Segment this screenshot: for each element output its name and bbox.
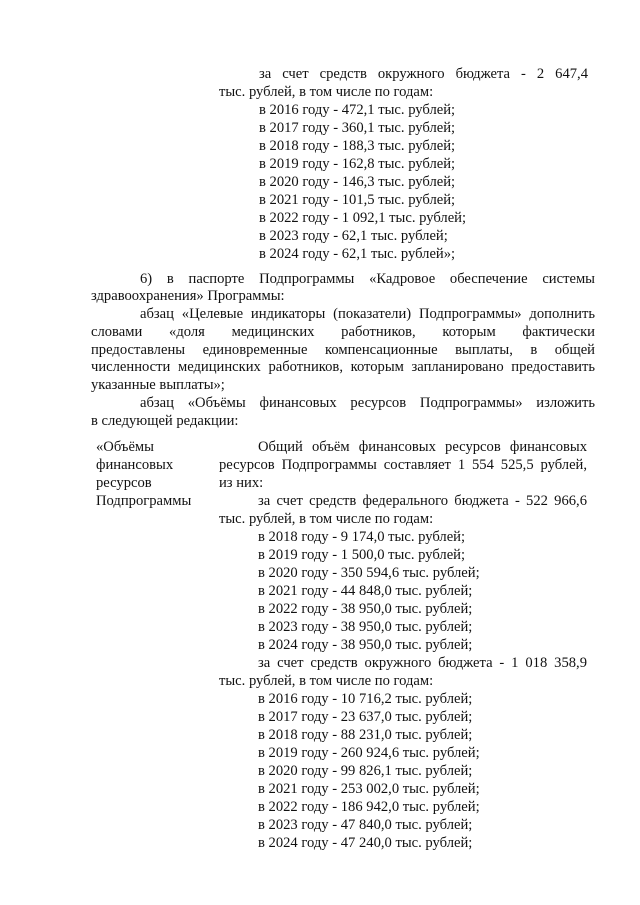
top-year-line: в 2019 году - 162,8 тыс. рублей; xyxy=(259,156,456,172)
top-intro-line: за счет средств окружного бюджета - 2 647,4 xyxy=(259,66,588,82)
table-label-line: «Объёмы xyxy=(96,439,154,455)
table-federal-year-line: в 2018 году - 9 174,0 тыс. рублей; xyxy=(258,529,466,545)
table-federal-line: за счет средств федерального бюджета - 522 966,6 xyxy=(258,493,587,509)
paragraph-line: абзац «Целевые индикаторы (показатели) Подпрограммы» дополнить xyxy=(140,306,595,322)
table-district-year-line: в 2017 году - 23 637,0 тыс. рублей; xyxy=(258,709,473,725)
table-total-line: ресурсов Подпрограммы составляет 1 554 525,5 рублей, xyxy=(219,457,587,473)
table-total-line: из них: xyxy=(219,475,264,491)
table-district-year-line: в 2023 году - 47 840,0 тыс. рублей; xyxy=(258,817,473,833)
top-year-line: в 2016 году - 472,1 тыс. рублей; xyxy=(259,102,456,118)
table-district-year-line: в 2022 году - 186 942,0 тыс. рублей; xyxy=(258,799,480,815)
table-federal-line: тыс. рублей, в том числе по годам: xyxy=(219,511,434,527)
table-federal-year-line: в 2021 году - 44 848,0 тыс. рублей; xyxy=(258,583,473,599)
top-year-line: в 2021 году - 101,5 тыс. рублей; xyxy=(259,192,456,208)
table-district-year-line: в 2024 году - 47 240,0 тыс. рублей; xyxy=(258,835,473,851)
table-district-year-line: в 2016 году - 10 716,2 тыс. рублей; xyxy=(258,691,473,707)
table-district-year-line: в 2018 году - 88 231,0 тыс. рублей; xyxy=(258,727,473,743)
table-label-line: Подпрограммы xyxy=(96,493,192,509)
table-label-line: финансовых xyxy=(96,457,174,473)
paragraph-line: в следующей редакции: xyxy=(91,413,239,429)
table-district-year-line: в 2019 году - 260 924,6 тыс. рублей; xyxy=(258,745,480,761)
table-federal-year-line: в 2022 году - 38 950,0 тыс. рублей; xyxy=(258,601,473,617)
paragraph-line: 6) в паспорте Подпрограммы «Кадровое обеспечение системы xyxy=(140,271,595,287)
top-year-line: в 2018 году - 188,3 тыс. рублей; xyxy=(259,138,456,154)
top-year-line: в 2024 году - 62,1 тыс. рублей»; xyxy=(259,246,456,262)
top-year-line: в 2020 году - 146,3 тыс. рублей; xyxy=(259,174,456,190)
paragraph-line: словами «доля медицинских работников, которым фактически xyxy=(91,324,595,340)
paragraph-line: указанные выплаты»; xyxy=(91,377,225,393)
table-federal-year-line: в 2024 году - 38 950,0 тыс. рублей; xyxy=(258,637,473,653)
paragraph-line: предоставлены единовременные компенсационные выплаты, в общей xyxy=(91,342,595,358)
table-label-line: ресурсов xyxy=(96,475,152,491)
table-federal-year-line: в 2020 году - 350 594,6 тыс. рублей; xyxy=(258,565,480,581)
paragraph-line: численности медицинских работников, которым запланировано предоставить xyxy=(91,359,595,375)
top-intro-continuation: тыс. рублей, в том числе по годам: xyxy=(219,84,434,100)
table-federal-year-line: в 2019 году - 1 500,0 тыс. рублей; xyxy=(258,547,466,563)
paragraph-line: абзац «Объёмы финансовых ресурсов Подпрограммы» изложить xyxy=(140,395,595,411)
paragraph-line: здравоохранения» Программы: xyxy=(91,288,285,304)
table-district-year-line: в 2021 году - 253 002,0 тыс. рублей; xyxy=(258,781,480,797)
table-district-line: тыс. рублей, в том числе по годам: xyxy=(219,673,434,689)
top-year-line: в 2017 году - 360,1 тыс. рублей; xyxy=(259,120,456,136)
table-district-year-line: в 2020 году - 99 826,1 тыс. рублей; xyxy=(258,763,473,779)
table-district-line: за счет средств окружного бюджета - 1 018 358,9 xyxy=(258,655,587,671)
top-year-line: в 2023 году - 62,1 тыс. рублей; xyxy=(259,228,448,244)
table-federal-year-line: в 2023 году - 38 950,0 тыс. рублей; xyxy=(258,619,473,635)
table-total-line: Общий объём финансовых ресурсов финансовых xyxy=(258,439,587,455)
top-year-line: в 2022 году - 1 092,1 тыс. рублей; xyxy=(259,210,467,226)
